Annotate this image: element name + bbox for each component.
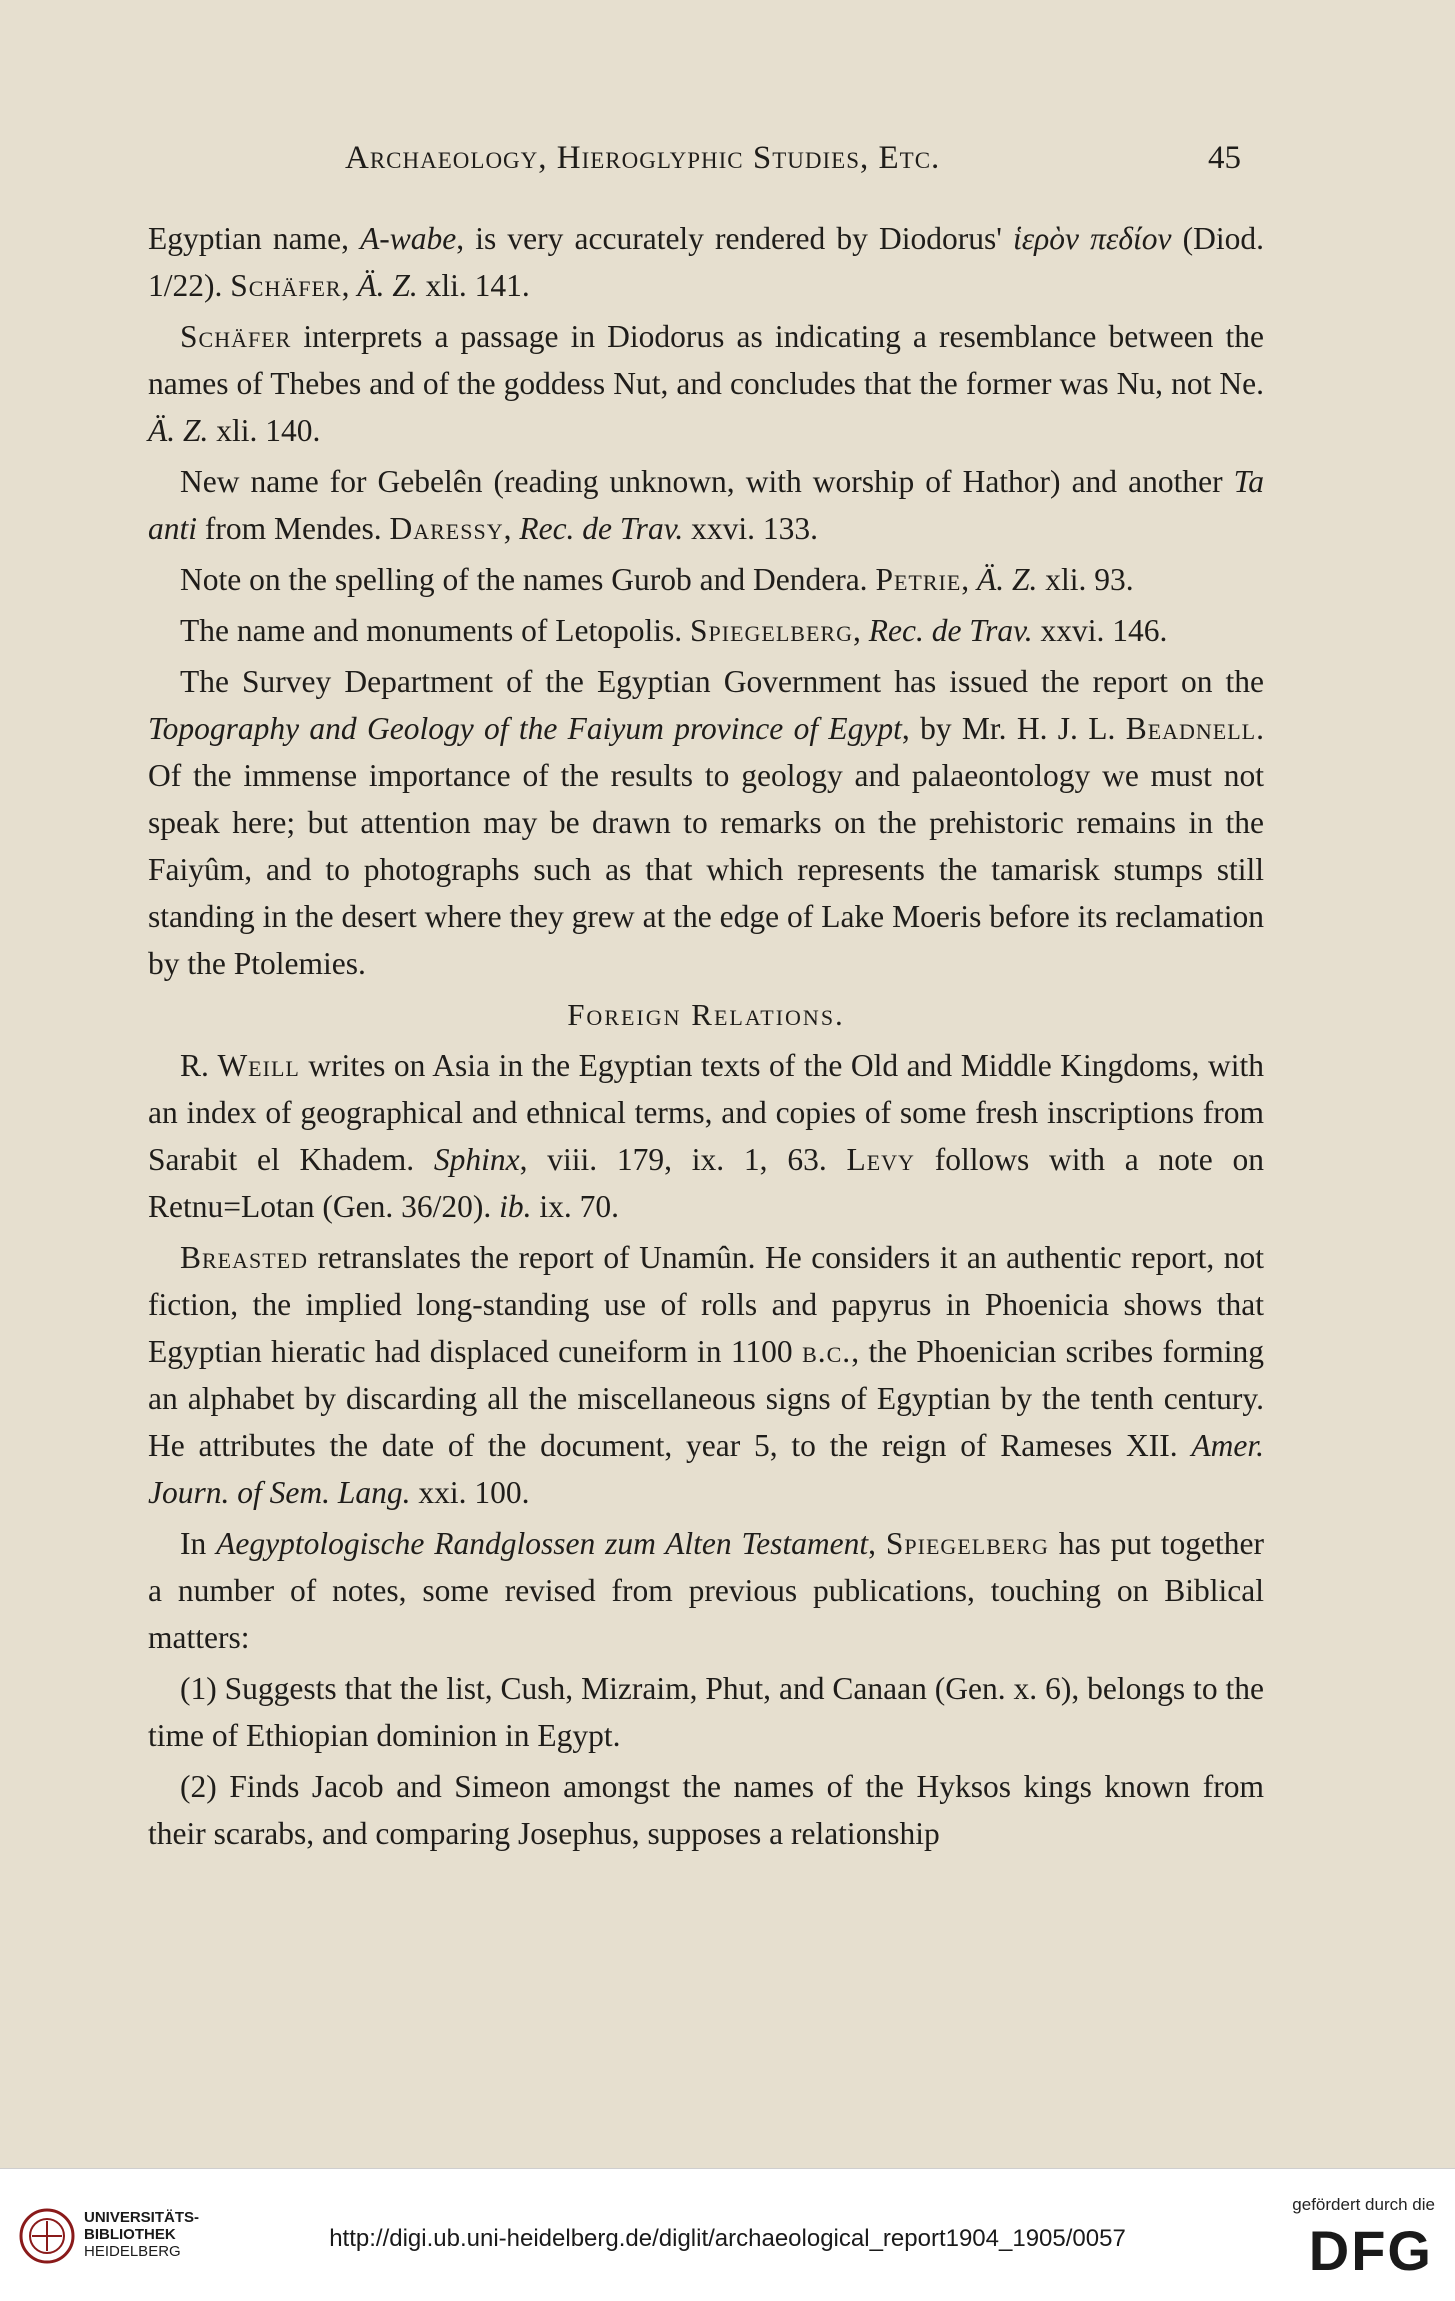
text-run: ix. 70. [531, 1189, 619, 1224]
section-title-foreign-relations: Foreign Relations. [567, 997, 845, 1032]
text-run: Note on the spelling of the names Gurob and Dendera. [180, 562, 876, 597]
permalink-url[interactable]: http://digi.ub.uni-heidelberg.de/diglit/archaeological_report1904_1905/0057 [329, 2225, 1126, 2252]
paragraph [148, 1665, 1264, 1759]
page-body [148, 215, 1264, 1861]
paragraph [148, 458, 1264, 552]
institution-line: BIBLIOTHEK [84, 2226, 176, 2243]
text-run: , the Phoenician scribes forming an alphabet by discarding all the miscellaneous signs of Egyptian by the tenth century. He attributes the date of the document, year 5, to the reign of Rameses XII. [148, 1334, 1264, 1463]
text-run: (Diod. 1/22). [148, 221, 1264, 303]
text-run: (1) Suggests that the list, Cush, Mizraim, Phut, and Canaan (Gen. x. 6), belongs to the time of Ethiopian dominion in Egypt. [148, 1671, 1264, 1753]
paragraph [148, 1520, 1264, 1661]
italic-reference: Ta anti [148, 464, 1264, 546]
italic-reference: ib. [499, 1189, 532, 1224]
institution-line: HEIDELBERG [84, 2243, 181, 2260]
text-run: , by Mr. H. J. L. [901, 711, 1126, 746]
institution-line: UNIVERSITÄTS- [84, 2209, 200, 2226]
text-run: New name for Gebelên (reading unknown, with worship of Hathor) and another [180, 464, 1234, 499]
italic-reference: Amer. Journ. of Sem. Lang. [148, 1428, 1264, 1510]
text-run: follows with a note on Retnu=Lotan (Gen. 36/20). [148, 1142, 1264, 1224]
foreign-relations-paragraphs [148, 1042, 1264, 1857]
text-run: The Survey Department of the Egyptian Government has issued the report on the [180, 664, 1264, 699]
italic-reference: Topography and Geology of the Faiyum province of Egypt [148, 711, 902, 746]
author-name: Spiegelberg [690, 613, 853, 648]
author-name: Spiegelberg [885, 1526, 1049, 1561]
text-run: interprets a passage in Diodorus as indicating a resemblance between the names of Thebes and of the goddess Nut, and concludes that the former was Nu, not Ne. [148, 319, 1264, 401]
text-run: (2) Finds Jacob and Simeon amongst the names of the Hyksos kings known from their scarabs, and comparing Josephus, supposes a relationship [148, 1769, 1264, 1851]
text-run: xxvi. 146. [1032, 613, 1168, 648]
text-run: Egyptian name, [148, 221, 361, 256]
author-name: Schäfer [230, 268, 342, 303]
text-run: , [868, 1526, 886, 1561]
text-run: , [341, 268, 358, 303]
text-run: from Mendes. [197, 511, 390, 546]
italic-reference: Sphinx [433, 1142, 520, 1177]
paragraph [148, 607, 1264, 654]
paragraph [148, 1763, 1264, 1857]
author-name: Breasted [180, 1240, 309, 1275]
text-run: R. [180, 1048, 218, 1083]
text-run: has put together a number of notes, some revised from previous publications, touching on Biblical matters: [148, 1526, 1264, 1655]
author-name: Daressy [389, 511, 504, 546]
dfg-logo: DFG [1308, 2219, 1433, 2282]
text-run: , is very accurately rendered by Diodorus' [456, 221, 1014, 256]
running-head: Archaeology, Hieroglyphic Studies, Etc. [345, 140, 941, 176]
text-run: writes on Asia in the Egyptian texts of the Old and Middle Kingdoms, with an index of geographical and ethnical terms, and copies of some fresh inscriptions from Sarabit el Khadem. [148, 1048, 1264, 1177]
paragraph [148, 313, 1264, 454]
text-run: , viii. 179, ix. 1, 63. [519, 1142, 847, 1177]
author-name: b.c. [802, 1334, 852, 1369]
text-run: xxi. 100. [410, 1475, 530, 1510]
author-name: Weill [217, 1048, 300, 1083]
text-run: The name and monuments of Letopolis. [180, 613, 691, 648]
paragraph [148, 215, 1264, 309]
text-run: . Of the immense importance of the results to geology and palaeontology we must not speak here; but attention may be drawn to remarks on the prehistoric remains in the Faiyûm, and to photographs such as that which represents the tamarisk stumps still standing in the desert where they grew at the edge of Lake Moeris before its reclamation by the Ptolemies. [148, 711, 1264, 981]
italic-reference: Ä. Z. [357, 268, 418, 303]
italic-reference: Ä. Z. [977, 562, 1038, 597]
text-run: , [503, 511, 520, 546]
italic-reference: A-wabe [360, 221, 457, 256]
text-run: xli. 140. [208, 413, 321, 448]
paragraph [148, 1042, 1264, 1230]
paragraph [148, 658, 1264, 987]
italic-reference: Rec. de Trav. [519, 511, 684, 546]
text-run: xxvi. 133. [683, 511, 818, 546]
text-run: , [852, 613, 869, 648]
author-name: Schäfer [180, 319, 292, 354]
text-run: In [180, 1526, 217, 1561]
italic-reference: Rec. de Trav. [868, 613, 1033, 648]
digitization-footer [0, 2168, 1455, 2301]
text-run: xli. 141. [417, 268, 530, 303]
author-name: Beadnell [1125, 711, 1257, 746]
italic-reference: Aegyptologische Randglossen zum Alten Testament [216, 1526, 869, 1561]
author-name: Petrie [875, 562, 962, 597]
intro-paragraphs [148, 215, 1264, 987]
paragraph [148, 1234, 1264, 1516]
text-run: xli. 93. [1037, 562, 1134, 597]
page-number: 45 [1208, 140, 1241, 176]
author-name: Levy [846, 1142, 915, 1177]
page-header [345, 140, 1241, 184]
text-run: , [961, 562, 978, 597]
paragraph [148, 556, 1264, 603]
text-run: retranslates the report of Unamûn. He considers it an authentic report, not fiction, the implied long-standing use of rolls and papyrus in Phoenicia shows that Egyptian hieratic had displaced cuneiform in 1100 [148, 1240, 1264, 1369]
italic-reference: ἱερὸν πεδίον [1013, 221, 1172, 256]
italic-reference: Ä. Z. [148, 413, 209, 448]
funded-by-text: gefördert durch die [1292, 2195, 1435, 2214]
